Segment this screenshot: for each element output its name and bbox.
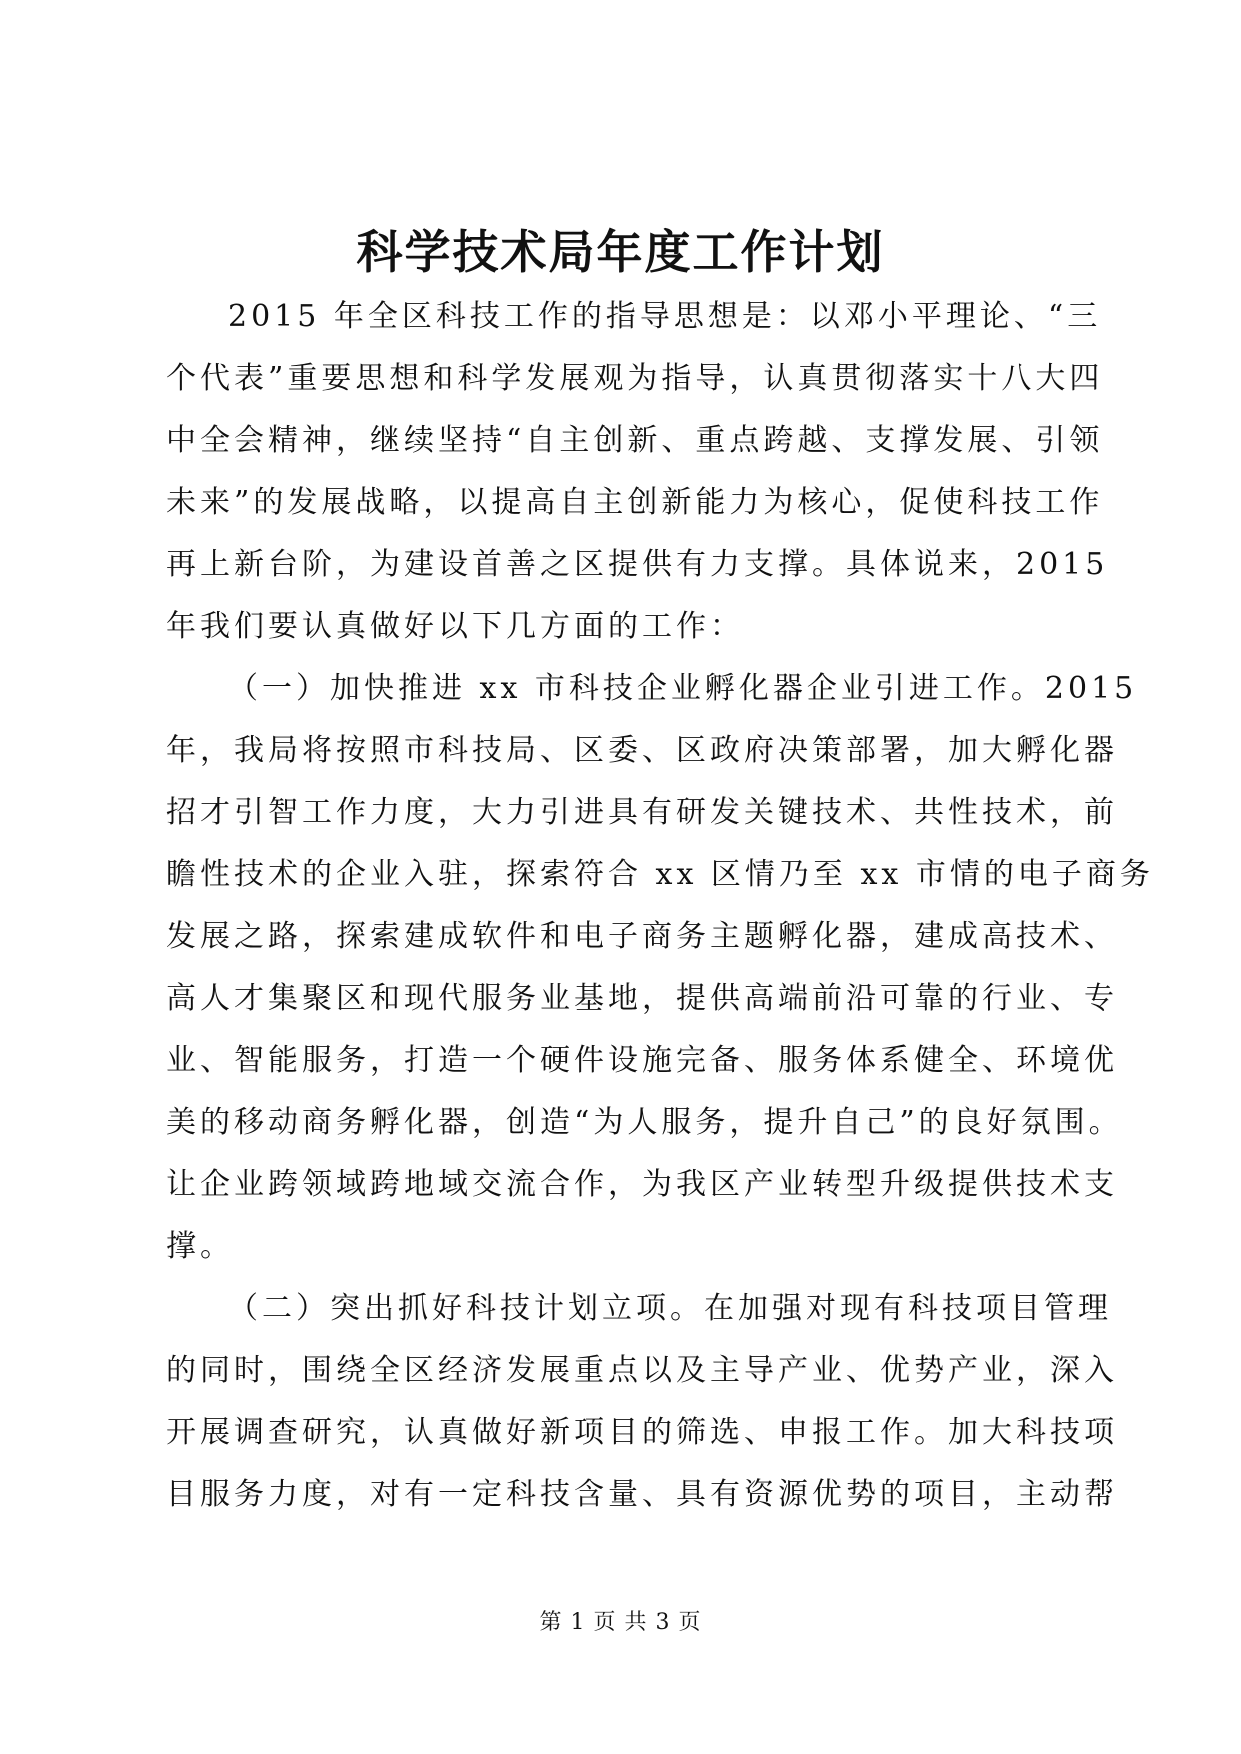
paragraph-3-line: 的同时，围绕全区经济发展重点以及主导产业、优势产业，深入 bbox=[166, 1353, 1118, 1388]
paragraph-3-line: （二）突出抓好科技计划立项。在加强对现有科技项目管理 bbox=[228, 1291, 1112, 1326]
paragraph-1-line: 未来”的发展战略，以提高自主创新能力为核心，促使科技工作 bbox=[166, 485, 1104, 520]
paragraph-1-line: 中全会精神，继续坚持“自主创新、重点跨越、支撑发展、引领 bbox=[166, 423, 1104, 458]
paragraph-2-line: 业、智能服务，打造一个硬件设施完备、服务体系健全、环境优 bbox=[166, 1043, 1118, 1078]
paragraph-1-line: 2015 年全区科技工作的指导思想是：以邓小平理论、“三 bbox=[228, 299, 1102, 334]
paragraph-2-line: 高人才集聚区和现代服务业基地，提供高端前沿可靠的行业、专 bbox=[166, 981, 1118, 1016]
paragraph-1-line: 再上新台阶，为建设首善之区提供有力支撑。具体说来，2015 bbox=[166, 547, 1109, 582]
paragraph-2-line: 美的移动商务孵化器，创造“为人服务，提升自己”的良好氛围。 bbox=[166, 1105, 1123, 1140]
paragraph-2-line: 年，我局将按照市科技局、区委、区政府决策部署，加大孵化器 bbox=[166, 733, 1118, 768]
paragraph-2-line: 招才引智工作力度，大力引进具有研发关键技术、共性技术，前 bbox=[166, 795, 1118, 830]
paragraph-3-line: 目服务力度，对有一定科技含量、具有资源优势的项目，主动帮 bbox=[166, 1477, 1118, 1512]
paragraph-2-line: 撑。 bbox=[166, 1229, 234, 1264]
paragraph-1-line: 个代表”重要思想和科学发展观为指导，认真贯彻落实十八大四 bbox=[166, 361, 1104, 396]
paragraph-2-line: （一）加快推进 xx 市科技企业孵化器企业引进工作。2015 bbox=[228, 671, 1138, 706]
document-title: 科学技术局年度工作计划 bbox=[356, 225, 885, 279]
paragraph-2-line: 发展之路，探索建成软件和电子商务主题孵化器，建成高技术、 bbox=[166, 919, 1118, 954]
paragraph-3-line: 开展调查研究，认真做好新项目的筛选、申报工作。加大科技项 bbox=[166, 1415, 1118, 1450]
paragraph-1-line: 年我们要认真做好以下几方面的工作： bbox=[166, 609, 744, 644]
paragraph-2-line: 让企业跨领域跨地域交流合作，为我区产业转型升级提供技术支 bbox=[166, 1167, 1118, 1202]
document-body bbox=[166, 286, 1154, 1526]
page-number-footer: 第 1 页 共 3 页 bbox=[539, 1610, 702, 1635]
paragraph-2-line: 瞻性技术的企业入驻，探索符合 xx 区情乃至 xx 市情的电子商务 bbox=[166, 857, 1154, 892]
